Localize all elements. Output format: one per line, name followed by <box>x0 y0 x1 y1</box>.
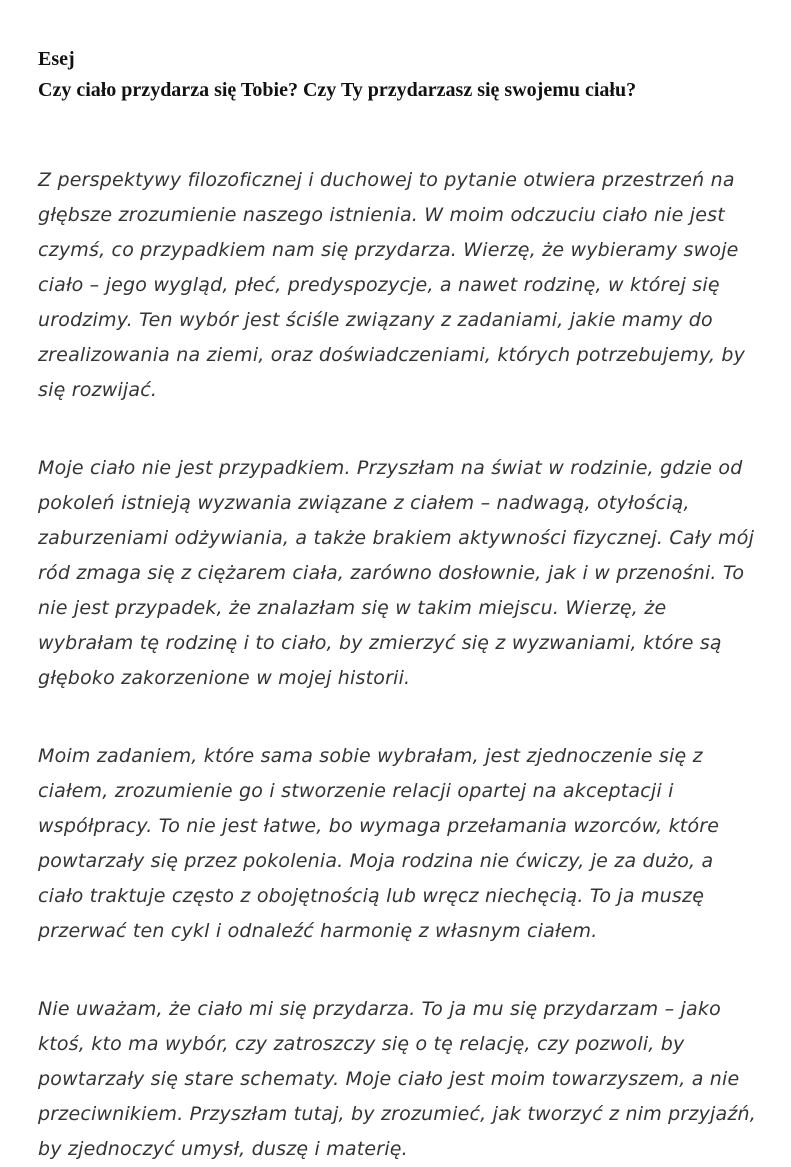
essay-heading-label: Esej <box>38 48 75 70</box>
essay-paragraph-2: Moje ciało nie jest przypadkiem. Przyszłam na świat w rodzinie, gdzie od pokoleń istnieją wyzwania związane z ciałem – nadwagą, otyłością, zaburzeniami odżywiania, a także brakiem aktywności fizycznej. Cały mój ród zmaga się z ciężarem ciała, zarówno dosłownie, jak i w przenośni. To nie jest przypadek, że znalazłam się w takim miejscu. Wierzę, że wybrałam tę rodzinę i to ciało, by zmierzyć się z wyzwaniami, które są głęboko zakorzenione w mojej historii. <box>38 457 755 689</box>
essay-body <box>38 163 757 1167</box>
essay-heading-question: Czy ciało przydarza się Tobie? Czy Ty przydarzasz się swojemu ciału? <box>38 79 637 101</box>
essay-paragraph-3: Moim zadaniem, które sama sobie wybrałam, jest zjednoczenie się z ciałem, zrozumienie go i stworzenie relacji opartej na akceptacji i współpracy. To nie jest łatwe, bo wymaga przełamania wzorców, które powtarzały się przez pokolenia. Moja rodzina nie ćwiczy, je za dużo, a ciało traktuje często z obojętnością lub wręcz niechęcią. To ja muszę przerwać ten cykl i odnaleźć harmonię z własnym ciałem. <box>38 745 720 942</box>
essay-heading <box>38 44 757 106</box>
essay-paragraph-1: Z perspektywy filozoficznej i duchowej to pytanie otwiera przestrzeń na głębsze zrozumienie naszego istnienia. W moim odczuciu ciało nie jest czymś, co przypadkiem nam się przydarza. Wierzę, że wybieramy swoje ciało – jego wygląd, płeć, predyspozycje, a nawet rodzinę, w której się urodzimy. Ten wybór jest ściśle związany z zadaniami, jakie mamy do zrealizowania na ziemi, oraz doświadczeniami, których potrzebujemy, by się rozwijać. <box>38 169 746 401</box>
essay-paragraph-4: Nie uważam, że ciało mi się przydarza. To ja mu się przydarzam – jako ktoś, kto ma wybór, czy zatroszczy się o tę relację, czy pozwoli, by powtarzały się stare schematy. Moje ciało jest moim towarzyszem, a nie przeciwnikiem. Przyszłam tutaj, by zrozumieć, jak tworzyć z nim przyjaźń, by zjednoczyć umysł, duszę i materię. <box>38 998 757 1160</box>
